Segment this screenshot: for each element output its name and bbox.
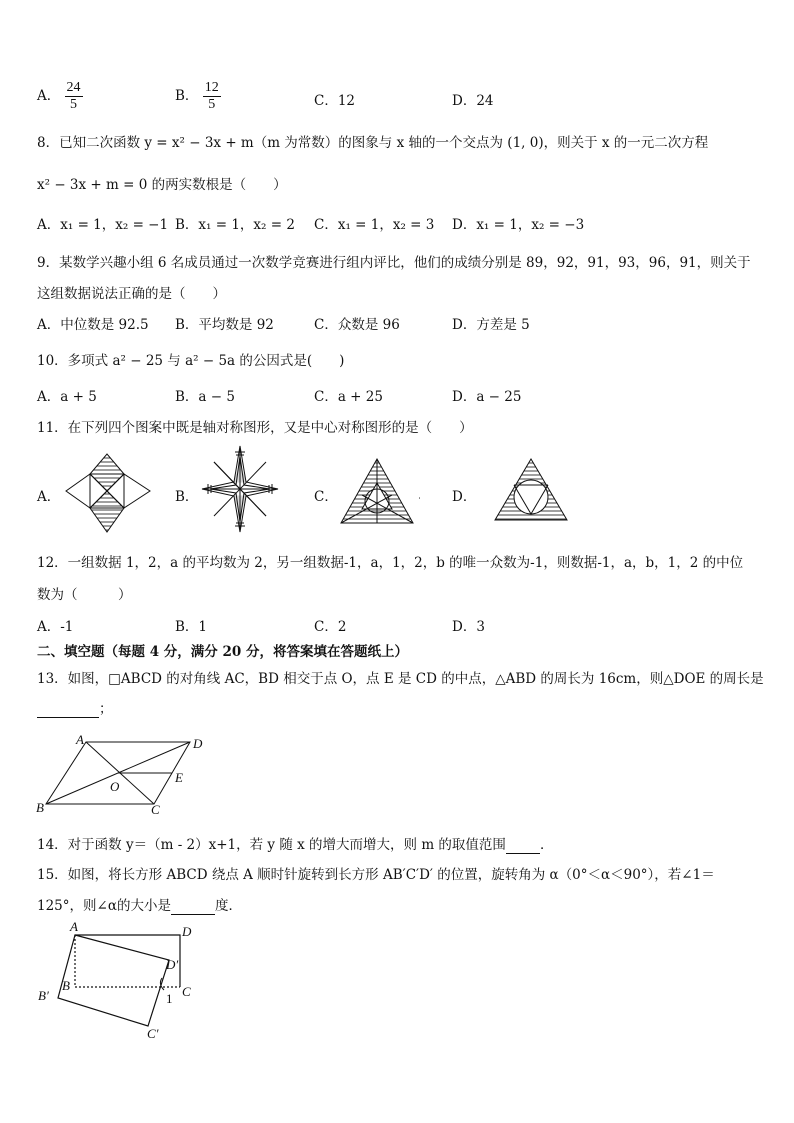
q14-stem: 14．对于函数 y＝（m - 2）x+1，若 y 随 x 的增大而增大，则 m 的取值范围 ． (37, 837, 554, 853)
q8-option-c: C．x₁ = 1，x₂ = 3 (314, 217, 435, 233)
q8-option-b: B．x₁ = 1，x₂ = 2 (175, 217, 295, 233)
q10-option-b: B．a − 5 (175, 389, 235, 405)
label-b: B (36, 800, 44, 815)
q13-figure-parallelogram (30, 730, 210, 818)
section-title-fill-in: 二、填空题（每题 4 分，满分 20 分，将答案填在答题纸上） (37, 644, 408, 660)
q12-option-b: B．1 (175, 619, 208, 635)
label-b-prime: B′ (38, 988, 49, 1003)
label-angle-1: 1 (166, 991, 173, 1006)
q9-option-b: B．平均数是 92 (175, 317, 274, 333)
q8-option-d: D．x₁ = 1，x₂ = −3 (452, 217, 585, 233)
label-d: D (182, 924, 192, 939)
q11-option-d-label: D． (452, 489, 477, 505)
q11-figure-b-star (200, 444, 280, 534)
q7-option-b: B． $\frac{12}{5}$ (175, 80, 219, 112)
q10-option-c: C．a + 25 (314, 389, 383, 405)
q8-option-a: A．x₁ = 1，x₂ = −1 (37, 217, 169, 233)
label-b: B (62, 978, 70, 993)
label-c: C (151, 802, 160, 817)
q10-option-a: A．a + 5 (37, 389, 97, 405)
q14-answer-blank[interactable] (506, 837, 540, 854)
q8-stem-line1: 8．已知二次函数 y = x² − 3x + m（m 为常数）的图象与 x 轴的一个交点为 (1, 0)，则关于 x 的一元二次方程 (37, 135, 709, 151)
q7-option-a-fraction: $\frac{24}{5}$ (66, 80, 81, 112)
q11-option-b-label: B． (175, 489, 199, 505)
q10-option-d: D．a − 25 (452, 389, 522, 405)
q15-figure-rotated-rectangle (30, 918, 210, 1043)
rectangle-abcd-top-right (75, 935, 180, 987)
q10-stem: 10．多项式 a² − 25 与 a² − 5a 的公因式是( ) (37, 353, 345, 369)
q15-stem-line2: 125°，则∠α的大小是 度． (37, 898, 242, 914)
label-a: A (70, 919, 78, 934)
q11-stem: 11．在下列四个图案中既是轴对称图形，又是中心对称图形的是（ ） (37, 420, 473, 436)
label-c: C (182, 984, 191, 999)
q11-figure-a-pinwheel (64, 452, 154, 534)
q15-stem-line1: 15．如图，将长方形 ABCD 绕点 A 顺时针旋转到长方形 AB′C′D′ 的位置，旋转角为 α（0°＜α＜90°），若∠1＝ (37, 867, 715, 883)
q7-option-d: D．24 (452, 93, 494, 109)
q11-figure-d-triangle-circle (494, 457, 569, 523)
q11-option-a-label: A． (37, 489, 61, 505)
label-o: O (110, 779, 120, 794)
q7-option-b-fraction: $\frac{12}{5}$ (204, 80, 219, 112)
label-c-prime: C′ (147, 1026, 159, 1041)
q11-figure-c-triangle (340, 457, 420, 527)
q9-stem-line2: 这组数据说法正确的是（ ） (37, 286, 226, 302)
q13-answer-blank[interactable] (37, 701, 99, 718)
q12-option-d: D．3 (452, 619, 485, 635)
label-a: A (76, 732, 84, 747)
q9-option-d: D．方差是 5 (452, 317, 530, 333)
label-e: E (175, 770, 183, 785)
q15-answer-blank[interactable] (171, 898, 215, 915)
q12-stem-line1: 12．一组数据 1，2，a 的平均数为 2，另一组数据-1，a，1，2，b 的唯一众数为-1，则数据-1，a，b，1，2 的中位 (37, 555, 744, 571)
q13-stem-line1: 13．如图，□ABCD 的对角线 AC，BD 相交于点 O，点 E 是 CD 的中点，△ABD 的周长为 16cm，则△DOE 的周长是 (37, 671, 764, 687)
q7-option-c: C．12 (314, 93, 356, 109)
label-d: D (193, 736, 203, 751)
q7-option-a: A． $\frac{24}{5}$ (37, 80, 81, 112)
q13-answer-line: ； (37, 697, 113, 718)
label-d-prime: D′ (166, 957, 179, 972)
q9-option-a: A．中位数是 92.5 (37, 317, 149, 333)
q8-stem-line2: x² − 3x + m = 0 的两实数根是（ ） (37, 177, 287, 193)
q11-option-c-label: C． (314, 489, 338, 505)
q12-stem-line2: 数为（ ） (37, 587, 132, 603)
q9-option-c: C．众数是 96 (314, 317, 400, 333)
q12-option-a: A．-1 (37, 619, 74, 635)
q12-option-c: C．2 (314, 619, 347, 635)
q9-stem-line1: 9．某数学兴趣小组 6 名成员通过一次数学竞赛进行组内评比，他们的成绩分别是 89，92，91，93，96，91，则关于 (37, 255, 751, 271)
